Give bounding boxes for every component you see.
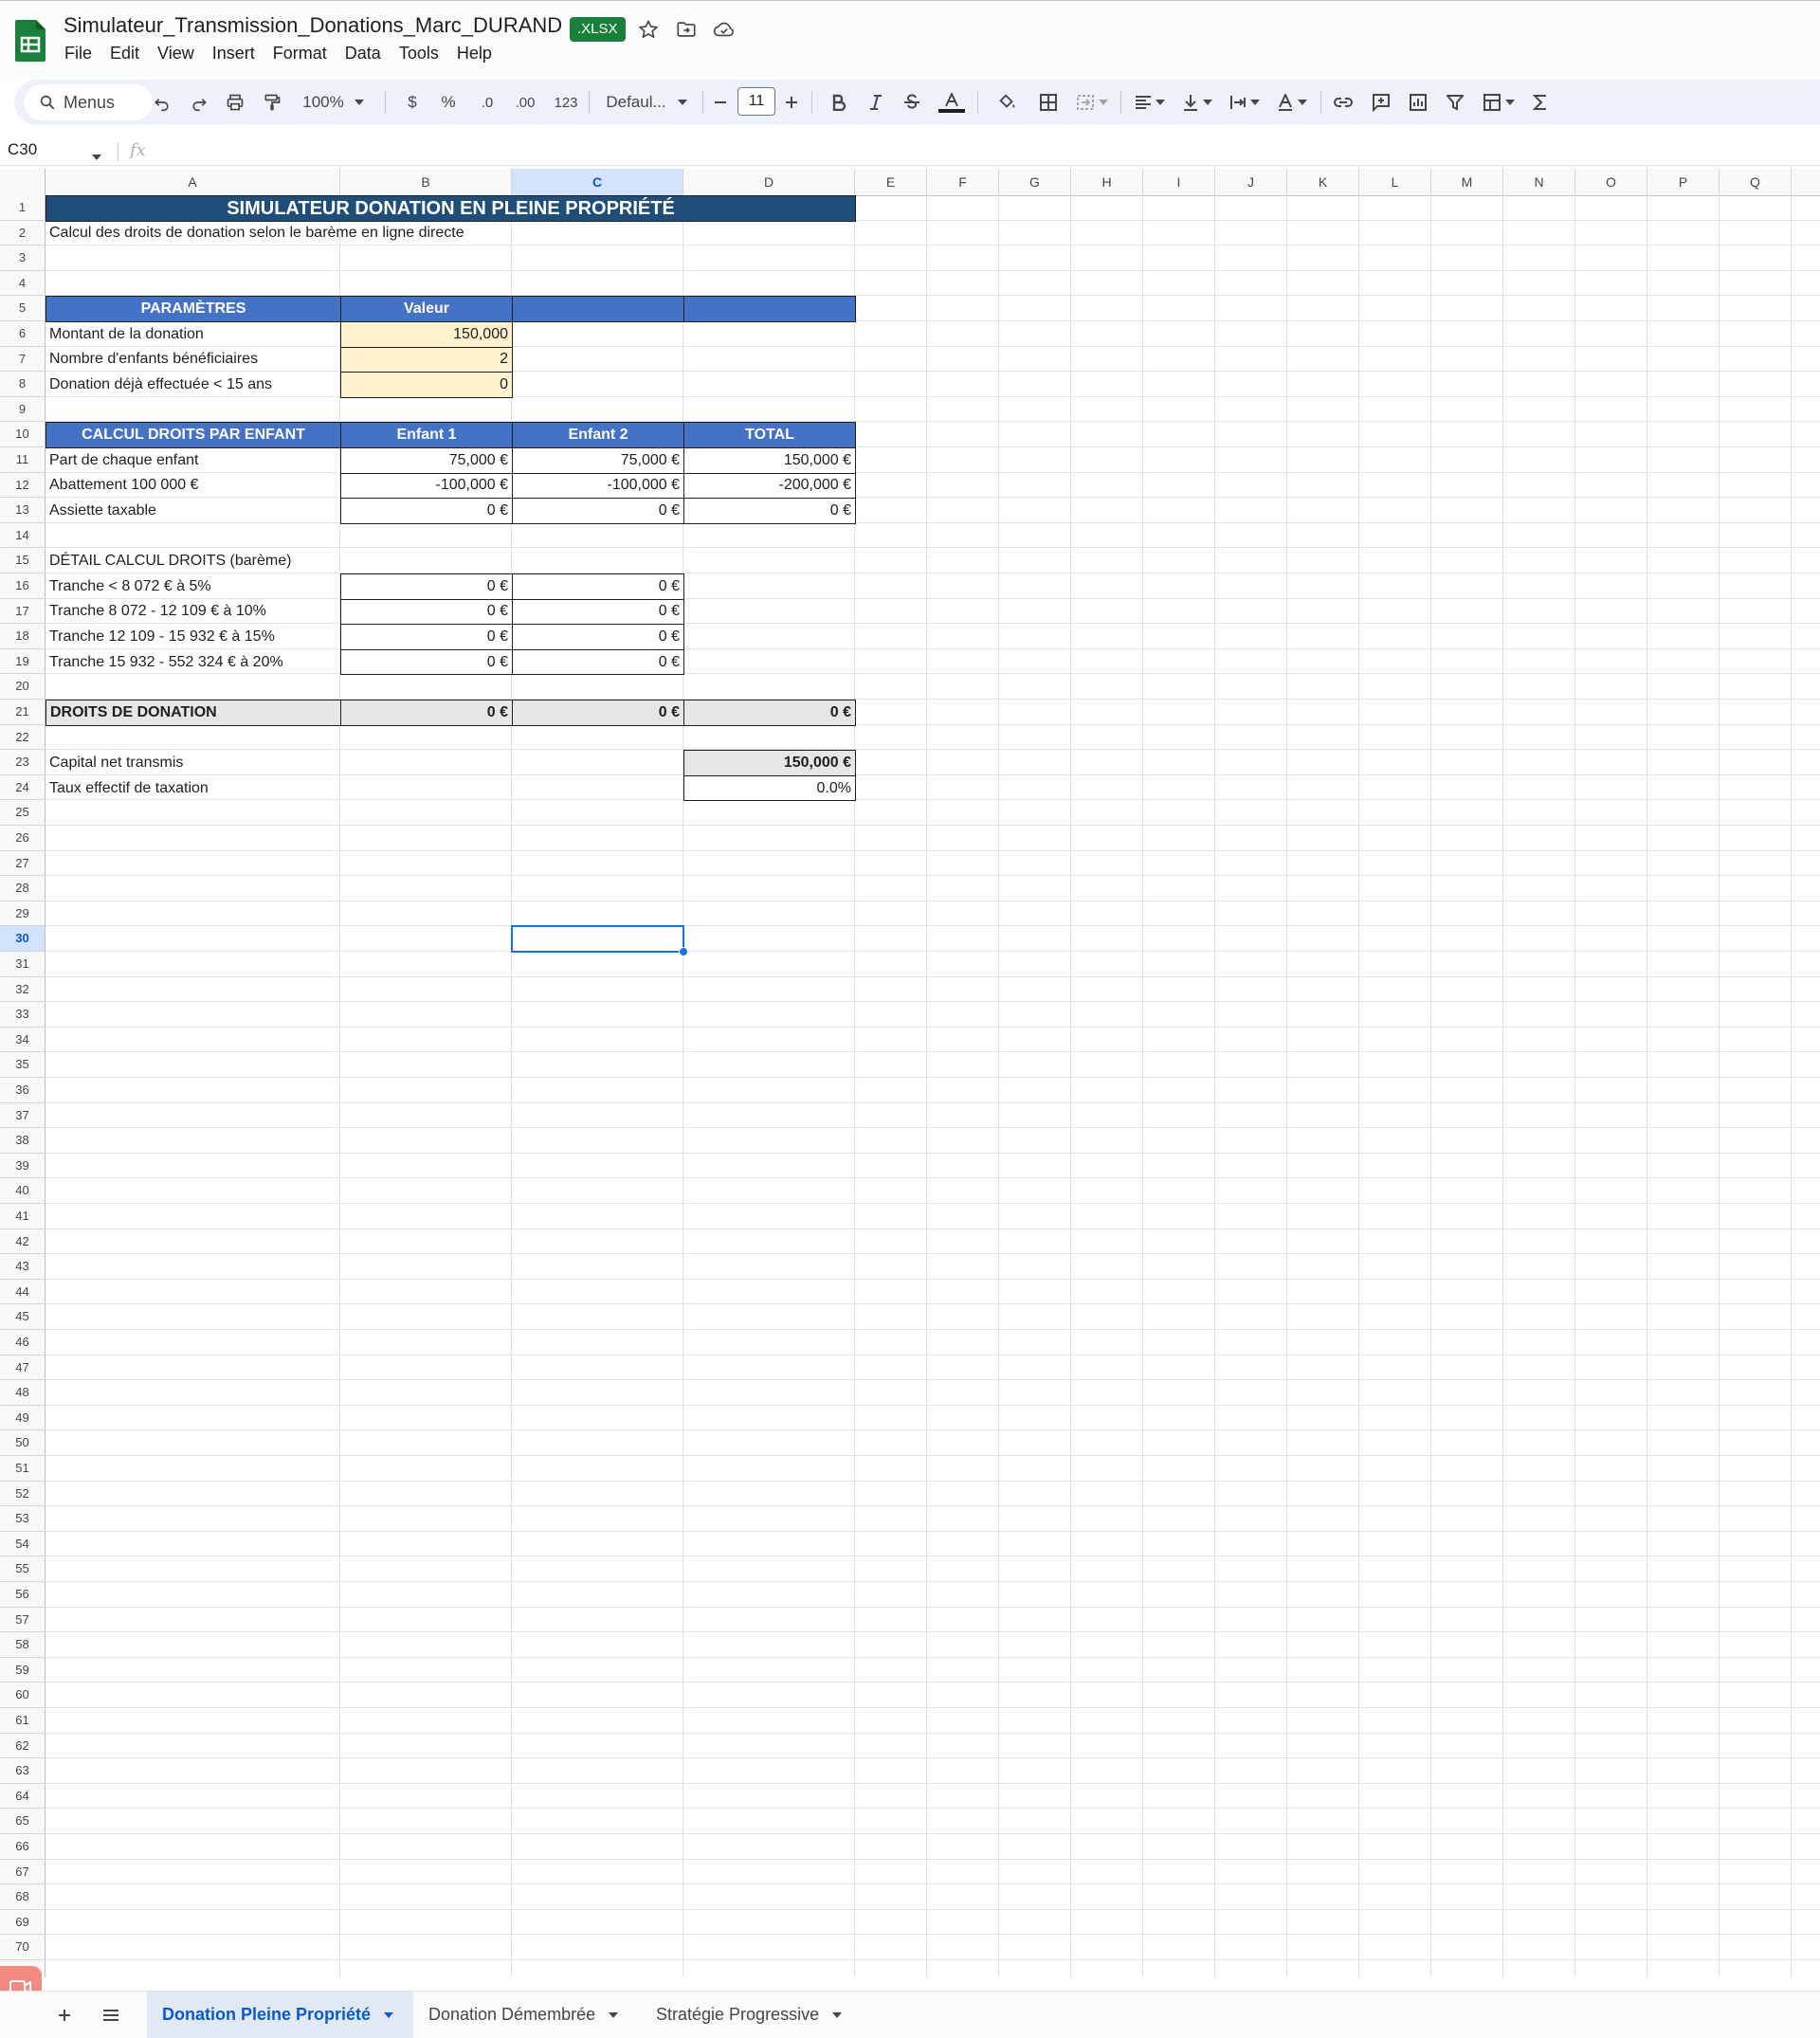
row-header-20[interactable]: 20: [0, 674, 46, 700]
menus-label: Menus: [64, 92, 116, 112]
spreadsheet-grid[interactable]: [0, 169, 1820, 1977]
row-header-68[interactable]: 68: [0, 1884, 46, 1910]
row-header-24[interactable]: 24: [0, 775, 46, 801]
capital-value[interactable]: 150,000 €: [683, 750, 856, 776]
increase-decimal-button[interactable]: [509, 88, 541, 117]
font-size-decrease-button[interactable]: [710, 88, 731, 117]
currency-format-button[interactable]: [402, 88, 423, 117]
row-header-11[interactable]: 11: [0, 447, 46, 473]
gridline: [46, 1859, 1820, 1860]
row-header-26[interactable]: 26: [0, 826, 46, 851]
row-header-58[interactable]: 58: [0, 1632, 46, 1658]
calc-header-enfant2[interactable]: Enfant 2: [512, 422, 684, 448]
row-header-5[interactable]: 5: [0, 296, 46, 321]
row-header-23[interactable]: 23: [0, 750, 46, 775]
params-header-label[interactable]: PARAMÈTRES: [46, 296, 341, 322]
text-color-icon[interactable]: [937, 88, 966, 117]
row-header-25[interactable]: 25: [0, 800, 46, 826]
menu-edit[interactable]: Edit: [110, 44, 140, 63]
gridline: [46, 1959, 1820, 1960]
param-label-amount[interactable]: Montant de la donation: [49, 325, 204, 342]
column-header-b[interactable]: B: [340, 169, 512, 195]
merge-cells-icon[interactable]: [1073, 88, 1111, 117]
taux-value[interactable]: 0.0%: [683, 775, 856, 802]
italic-icon[interactable]: [864, 88, 887, 117]
gridline: [46, 1027, 1820, 1028]
row-header-39[interactable]: 39: [0, 1154, 46, 1179]
gridline: [46, 1203, 1820, 1204]
gridline: [1791, 195, 1792, 1977]
gridline: [46, 1279, 1820, 1280]
calc-part-enfant1[interactable]: 75,000 €: [340, 447, 513, 474]
column-header-c[interactable]: C: [512, 169, 683, 195]
gridline: [46, 1455, 1820, 1456]
gridline: [46, 1127, 1820, 1128]
calc-abattement-enfant1[interactable]: -100,000 €: [340, 473, 513, 500]
toolbar-divider: [811, 91, 812, 114]
gridline: [46, 850, 1820, 851]
decrease-decimal-button[interactable]: [473, 88, 501, 117]
gridline: [46, 1733, 1820, 1734]
gridline: [46, 1707, 1820, 1708]
row-header-61[interactable]: 61: [0, 1708, 46, 1734]
detail-tranche4-enfant2[interactable]: 0 €: [512, 649, 684, 676]
column-header-i[interactable]: I: [1143, 169, 1215, 195]
gridline: [46, 1051, 1820, 1052]
gridline: [46, 1329, 1820, 1330]
droits-enfant2[interactable]: 0 €: [512, 700, 684, 726]
gridline: [46, 875, 1820, 876]
gridline: [926, 195, 927, 1977]
row-header-22[interactable]: 22: [0, 725, 46, 751]
detail-tranche2-enfant2[interactable]: 0 €: [512, 599, 684, 626]
gridline: [1286, 195, 1287, 1977]
percent-label: %: [441, 93, 456, 111]
gridline: [46, 1934, 1820, 1935]
menu-help[interactable]: Help: [456, 44, 492, 63]
detail-title-cell[interactable]: DÉTAIL CALCUL DROITS (barème): [49, 553, 292, 570]
tab-label: Donation Pleine Propriété: [162, 2005, 372, 2024]
gridline: [46, 1808, 1820, 1809]
row-header-30[interactable]: 30: [0, 926, 46, 952]
calc-abattement-enfant2[interactable]: -100,000 €: [512, 473, 684, 500]
row-header-41[interactable]: 41: [0, 1204, 46, 1229]
column-header-o[interactable]: O: [1575, 169, 1647, 195]
detail-label-tranche1[interactable]: Tranche < 8 072 € à 5%: [49, 577, 211, 594]
menu-view[interactable]: View: [157, 44, 194, 63]
row-header-12[interactable]: 12: [0, 473, 46, 499]
horizontal-align-icon[interactable]: [1131, 88, 1169, 117]
gridline: [46, 1228, 1820, 1229]
row-header-66[interactable]: 66: [0, 1834, 46, 1860]
row-header-3[interactable]: 3: [0, 246, 46, 271]
column-header-bar: [0, 169, 1820, 196]
row-header-50[interactable]: 50: [0, 1430, 46, 1456]
row-header-57[interactable]: 57: [0, 1608, 46, 1633]
row-header-37[interactable]: 37: [0, 1103, 46, 1129]
font-size-input[interactable]: 11: [737, 87, 775, 116]
sheets-logo-icon[interactable]: [15, 20, 46, 62]
gridline: [46, 1682, 1820, 1683]
sheet-subtitle-cell[interactable]: Calcul des droits de donation selon le barème en ligne directe: [49, 225, 464, 242]
font-select[interactable]: [594, 88, 699, 117]
toolbar-divider: [589, 91, 590, 114]
strikethrough-icon[interactable]: [901, 88, 923, 117]
column-header-l[interactable]: L: [1359, 169, 1431, 195]
row-header-52[interactable]: 52: [0, 1482, 46, 1507]
row-header-65[interactable]: 65: [0, 1809, 46, 1834]
gridline: [46, 1481, 1820, 1482]
row-header-6[interactable]: 6: [0, 321, 46, 347]
row-header-56[interactable]: 56: [0, 1582, 46, 1608]
percent-format-button[interactable]: [438, 88, 459, 117]
row-header-13[interactable]: 13: [0, 498, 46, 523]
params-header-empty-d[interactable]: [683, 296, 856, 322]
row-header-7[interactable]: 7: [0, 347, 46, 373]
chevron-down-icon[interactable]: [353, 88, 366, 117]
row-header-49[interactable]: 49: [0, 1406, 46, 1431]
row-header-69[interactable]: 69: [0, 1910, 46, 1936]
column-header-m[interactable]: M: [1431, 169, 1503, 195]
increase-decimal-label: .00: [515, 94, 536, 111]
tab-strategie-progressive[interactable]: [656, 1992, 864, 2038]
row-header-40[interactable]: 40: [0, 1178, 46, 1204]
gridline: [1574, 195, 1575, 1977]
detail-label-tranche4[interactable]: Tranche 15 932 - 552 324 € à 20%: [49, 653, 283, 670]
select-all-corner[interactable]: [0, 169, 46, 195]
gridline: [46, 1909, 1820, 1910]
droits-total[interactable]: 0 €: [683, 700, 856, 726]
gridline: [46, 1177, 1820, 1178]
text-wrapping-icon[interactable]: [1226, 88, 1264, 117]
calc-label-abattement[interactable]: Abattement 100 000 €: [49, 477, 199, 494]
droits-label[interactable]: DROITS DE DONATION: [46, 700, 341, 726]
row-header-17[interactable]: 17: [0, 599, 46, 625]
tab-donation-pleine-propriete[interactable]: [147, 1992, 413, 2038]
gridline: [46, 1505, 1820, 1506]
row-header-53[interactable]: 53: [0, 1506, 46, 1532]
currency-label: $: [408, 93, 417, 111]
functions-sigma-icon[interactable]: [1527, 88, 1554, 117]
detail-tranche3-enfant2[interactable]: 0 €: [512, 624, 684, 650]
gridline: [1719, 195, 1720, 1977]
tab-label: Donation Démembrée: [428, 2005, 596, 2024]
gridline: [46, 1077, 1820, 1078]
row-header-48[interactable]: 48: [0, 1380, 46, 1406]
calc-abattement-total[interactable]: -200,000 €: [683, 473, 856, 500]
insert-comment-icon[interactable]: [1368, 88, 1394, 117]
move-folder-icon[interactable]: [673, 16, 700, 43]
row-header-34[interactable]: 34: [0, 1028, 46, 1053]
gridline: [46, 1379, 1820, 1380]
calc-header-total[interactable]: TOTAL: [683, 422, 856, 448]
row-header-38[interactable]: 38: [0, 1128, 46, 1154]
sheet-title-cell[interactable]: SIMULATEUR DONATION EN PLEINE PROPRIÉTÉ: [46, 195, 856, 222]
fill-color-icon[interactable]: [994, 88, 1019, 117]
row-header-59[interactable]: 59: [0, 1658, 46, 1683]
table-view-icon[interactable]: [1478, 88, 1520, 117]
vertical-align-icon[interactable]: [1178, 88, 1216, 117]
column-header-k[interactable]: K: [1287, 169, 1359, 195]
sheet-tab-bar: [0, 1991, 1820, 2038]
row-header-60[interactable]: 60: [0, 1683, 46, 1708]
text-rotation-icon[interactable]: [1273, 88, 1311, 117]
row-header-9[interactable]: 9: [0, 397, 46, 423]
menu-bar: [64, 44, 510, 64]
row-header-45[interactable]: 45: [0, 1304, 46, 1330]
title-bar: [0, 0, 1820, 80]
gridline: [46, 1657, 1820, 1658]
params-header-value[interactable]: Valeur: [340, 296, 513, 322]
gridline: [46, 951, 1820, 952]
gridline: [46, 1631, 1820, 1632]
column-header-n[interactable]: N: [1503, 169, 1575, 195]
row-header-47[interactable]: 47: [0, 1356, 46, 1381]
row-header-8[interactable]: 8: [0, 372, 46, 397]
document-title[interactable]: Simulateur_Transmission_Donations_Marc_DURAND: [64, 13, 563, 37]
toolbar-divider: [702, 91, 703, 114]
gridline: [46, 1757, 1820, 1758]
gridline: [1070, 195, 1071, 1977]
param-input-children[interactable]: 2: [340, 347, 513, 373]
gridline: [46, 925, 1820, 926]
detail-tranche1-enfant1[interactable]: 0 €: [340, 573, 513, 600]
capital-label[interactable]: Capital net transmis: [49, 754, 184, 771]
bold-icon[interactable]: [828, 88, 850, 117]
column-header-p[interactable]: P: [1647, 169, 1720, 195]
param-input-amount[interactable]: 150,000: [340, 321, 513, 348]
row-header-46[interactable]: 46: [0, 1330, 46, 1356]
calc-label-part[interactable]: Part de chaque enfant: [49, 451, 199, 468]
calc-assiette-total[interactable]: 0 €: [683, 498, 856, 524]
search-icon: [39, 94, 56, 111]
column-header-a[interactable]: A: [46, 169, 340, 195]
gridline: [998, 195, 999, 1977]
row-header-29[interactable]: 29: [0, 901, 46, 927]
chevron-down-icon[interactable]: [832, 2012, 842, 2018]
calc-assiette-enfant2[interactable]: 0 €: [512, 498, 684, 524]
formula-bar: [0, 136, 1820, 166]
calc-part-total[interactable]: 150,000 €: [683, 447, 856, 474]
menu-insert[interactable]: Insert: [211, 44, 255, 63]
detail-label-tranche3[interactable]: Tranche 12 109 - 15 932 € à 15%: [49, 628, 275, 645]
chevron-down-icon: [678, 100, 687, 105]
gridline: [1430, 195, 1431, 1977]
gridline: [1358, 195, 1359, 1977]
decrease-decimal-label: .0: [481, 94, 494, 111]
zoom-value: 100%: [302, 93, 344, 111]
gridline: [46, 1833, 1820, 1834]
row-header-70[interactable]: 70: [0, 1935, 46, 1960]
row-header-1[interactable]: 1: [0, 195, 46, 221]
gridline: [46, 1883, 1820, 1884]
star-icon[interactable]: [635, 16, 662, 43]
insert-chart-icon[interactable]: [1405, 88, 1431, 117]
column-header-j[interactable]: J: [1215, 169, 1287, 195]
tab-donation-demembree[interactable]: [428, 1992, 637, 2038]
paint-format-icon[interactable]: [259, 88, 285, 117]
calc-label-assiette[interactable]: Assiette taxable: [49, 501, 156, 519]
tab-label: Stratégie Progressive: [656, 2005, 820, 2024]
gridline: [46, 1303, 1820, 1304]
row-header-15[interactable]: 15: [0, 548, 46, 573]
gridline: [46, 1001, 1820, 1002]
font-size-increase-button[interactable]: [781, 88, 802, 117]
number-format-button[interactable]: [550, 88, 582, 117]
toolbar-divider: [385, 91, 386, 114]
detail-label-tranche2[interactable]: Tranche 8 072 - 12 109 € à 10%: [49, 603, 266, 620]
gridline: [46, 1607, 1820, 1608]
row-header-55[interactable]: 55: [0, 1556, 46, 1582]
row-header-62[interactable]: 62: [0, 1734, 46, 1759]
row-header-2[interactable]: 2: [0, 221, 46, 246]
toolbar-divider: [1320, 91, 1321, 114]
column-header-q[interactable]: Q: [1720, 169, 1792, 195]
detail-tranche1-enfant2[interactable]: 0 €: [512, 573, 684, 600]
row-header-33[interactable]: 33: [0, 1002, 46, 1028]
gridline: [46, 1153, 1820, 1154]
chevron-down-icon[interactable]: [609, 2012, 618, 2018]
toolbar: [14, 80, 1820, 125]
chevron-down-icon[interactable]: [92, 148, 101, 165]
print-icon[interactable]: [222, 88, 248, 117]
row-header-54[interactable]: 54: [0, 1532, 46, 1557]
row-header-27[interactable]: 27: [0, 851, 46, 877]
gridline: [46, 1581, 1820, 1582]
all-sheets-menu-icon[interactable]: [99, 1992, 123, 2038]
gridline: [46, 976, 1820, 977]
redo-icon[interactable]: [186, 88, 212, 117]
menus-search[interactable]: [24, 84, 153, 120]
name-box[interactable]: C30: [8, 140, 38, 158]
gridline: [46, 1405, 1820, 1406]
row-header-16[interactable]: 16: [0, 573, 46, 599]
row-header-35[interactable]: 35: [0, 1052, 46, 1078]
gridline: [46, 1429, 1820, 1430]
gridline: [46, 1355, 1820, 1356]
params-header-empty-c[interactable]: [512, 296, 684, 322]
zoom-select[interactable]: [295, 88, 352, 117]
gridline: [46, 1783, 1820, 1784]
calc-header-enfant1[interactable]: Enfant 1: [340, 422, 513, 448]
row-header-10[interactable]: 10: [0, 422, 46, 447]
number-format-label: 123: [554, 94, 578, 111]
gridline: [46, 825, 1820, 826]
row-header-63[interactable]: 63: [0, 1758, 46, 1784]
column-header-d[interactable]: D: [683, 169, 855, 195]
gridline: [46, 270, 1820, 271]
column-header-h[interactable]: H: [1071, 169, 1143, 195]
toolbar-divider: [1120, 91, 1121, 114]
gridline: [46, 1253, 1820, 1254]
row-header-43[interactable]: 43: [0, 1254, 46, 1280]
calc-assiette-enfant1[interactable]: 0 €: [340, 498, 513, 524]
gridline: [1214, 195, 1215, 1977]
row-header-36[interactable]: 36: [0, 1078, 46, 1103]
detail-tranche2-enfant1[interactable]: 0 €: [340, 599, 513, 626]
calc-part-enfant2[interactable]: 75,000 €: [512, 447, 684, 474]
toolbar-divider: [977, 91, 978, 114]
row-header-28[interactable]: 28: [0, 876, 46, 901]
menu-data[interactable]: Data: [344, 44, 381, 63]
row-header-42[interactable]: 42: [0, 1229, 46, 1255]
row-header-64[interactable]: 64: [0, 1784, 46, 1810]
menu-format[interactable]: Format: [272, 44, 327, 63]
menu-tools[interactable]: Tools: [398, 44, 439, 63]
row-header-32[interactable]: 32: [0, 977, 46, 1003]
param-input-prior[interactable]: 0: [340, 372, 513, 398]
chevron-down-icon[interactable]: [384, 2012, 393, 2018]
detail-tranche4-enfant1[interactable]: 0 €: [340, 649, 513, 676]
gridline: [46, 1531, 1820, 1532]
font-name: Defaul...: [606, 93, 666, 111]
row-header-67[interactable]: 67: [0, 1860, 46, 1885]
borders-icon[interactable]: [1036, 88, 1061, 117]
menu-file[interactable]: File: [64, 44, 93, 63]
droits-enfant1[interactable]: 0 €: [340, 700, 513, 726]
fx-icon: fx: [130, 140, 146, 160]
column-header-e[interactable]: E: [855, 169, 927, 195]
gridline: [1502, 195, 1503, 1977]
calc-header-label[interactable]: CALCUL DROITS PAR ENFANT: [46, 422, 341, 448]
gridline: [1142, 195, 1143, 1977]
row-header-31[interactable]: 31: [0, 952, 46, 977]
row-header-21[interactable]: 21: [0, 700, 46, 725]
detail-tranche3-enfant1[interactable]: 0 €: [340, 624, 513, 650]
taux-label[interactable]: Taux effectif de taxation: [49, 779, 209, 796]
row-header-14[interactable]: 14: [0, 523, 46, 549]
row-header-4[interactable]: 4: [0, 271, 46, 297]
param-label-prior[interactable]: Donation déjà effectuée < 15 ans: [49, 375, 272, 392]
active-cell-selection[interactable]: [511, 925, 684, 953]
fill-handle[interactable]: [679, 947, 688, 956]
row-header-44[interactable]: 44: [0, 1280, 46, 1305]
cloud-status-icon[interactable]: [711, 16, 737, 43]
param-label-children[interactable]: Nombre d'enfants bénéficiaires: [49, 351, 259, 368]
insert-link-icon[interactable]: [1330, 88, 1356, 117]
file-format-badge: .XLSX: [570, 17, 626, 42]
row-header-18[interactable]: 18: [0, 624, 46, 649]
column-header-f[interactable]: F: [927, 169, 999, 195]
row-header-51[interactable]: 51: [0, 1456, 46, 1482]
column-header-g[interactable]: G: [999, 169, 1071, 195]
add-sheet-icon[interactable]: [53, 1992, 76, 2038]
row-header-19[interactable]: 19: [0, 649, 46, 675]
gridline: [46, 1102, 1820, 1103]
filter-icon[interactable]: [1442, 88, 1468, 117]
undo-icon[interactable]: [149, 88, 175, 117]
